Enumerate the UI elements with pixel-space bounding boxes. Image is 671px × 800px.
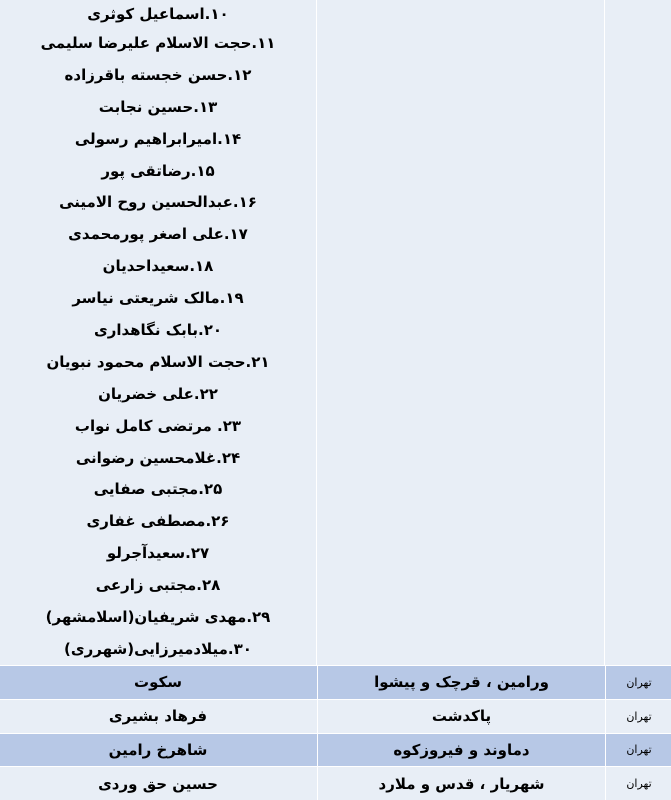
list-item: ۲۰.بابک نگاهداری — [93, 321, 223, 340]
list-item: ۱۸.سعیداحدیان — [102, 257, 214, 276]
list-item: ۱۶.عبدالحسین روح الامینی — [59, 193, 257, 212]
province-cell: تهران — [605, 767, 671, 800]
candidate-cell: سکوت — [134, 673, 182, 692]
list-item: ۲۲.علی خضریان — [98, 384, 218, 403]
candidate-list — [0, 0, 316, 666]
province-cell: تهران — [605, 734, 671, 767]
candidate-cell: حسین حق وردی — [98, 774, 218, 793]
list-item: ۳۰.میلادمیرزایی(شهرری) — [64, 639, 252, 658]
province-cell: تهران — [605, 666, 671, 699]
candidate-cell: شاهرخ رامین — [108, 740, 208, 759]
list-item: ۱۱.حجت الاسلام علیرضا سلیمی — [40, 34, 276, 52]
list-item: ۲۴.غلامحسین رضوانی — [75, 448, 241, 467]
table-row — [0, 699, 671, 733]
city-cell: دماوند و فیروزکوه — [317, 734, 605, 767]
list-item: ۲۳. مرتضی کامل نواب — [74, 416, 242, 435]
list-item: ۲۶.مصطفی غفاری — [86, 512, 230, 531]
list-item: ۲۸.مجتبی زارعی — [95, 576, 221, 595]
list-item: ۱۹.مالک شریعتی نیاسر — [72, 289, 244, 308]
list-item: ۲۹.مهدی شریفیان(اسلامشهر) — [45, 608, 271, 627]
list-item: ۱۷.علی اصغر پورمحمدی — [68, 225, 248, 244]
list-item: ۱۵.رضاتقی پور — [101, 161, 215, 180]
list-item: ۲۵.مجتبی صفایی — [93, 480, 223, 499]
list-item: ۱۰.اسماعیل کوثری — [87, 5, 229, 23]
city-cell: پاکدشت — [317, 700, 605, 733]
list-item: ۱۲.حسن خجسته باقرزاده — [64, 65, 252, 84]
candidate-table — [0, 665, 671, 800]
table-row — [0, 665, 671, 699]
list-item: ۱۳.حسین نجابت — [98, 97, 218, 116]
city-column — [316, 0, 605, 665]
list-item: ۲۷.سعیدآجرلو — [106, 544, 210, 563]
table-row — [0, 766, 671, 800]
province-column — [604, 0, 671, 665]
candidate-cell: فرهاد بشیری — [108, 707, 208, 726]
city-cell: ورامین ، قرچک و پیشوا — [317, 666, 605, 699]
city-cell: شهریار ، قدس و ملارد — [317, 767, 605, 800]
table-row — [0, 733, 671, 767]
list-item: ۲۱.حجت الاسلام محمود نبویان — [46, 352, 270, 371]
province-cell: تهران — [605, 700, 671, 733]
list-item: ۱۴.امیرابراهیم رسولی — [74, 129, 242, 148]
